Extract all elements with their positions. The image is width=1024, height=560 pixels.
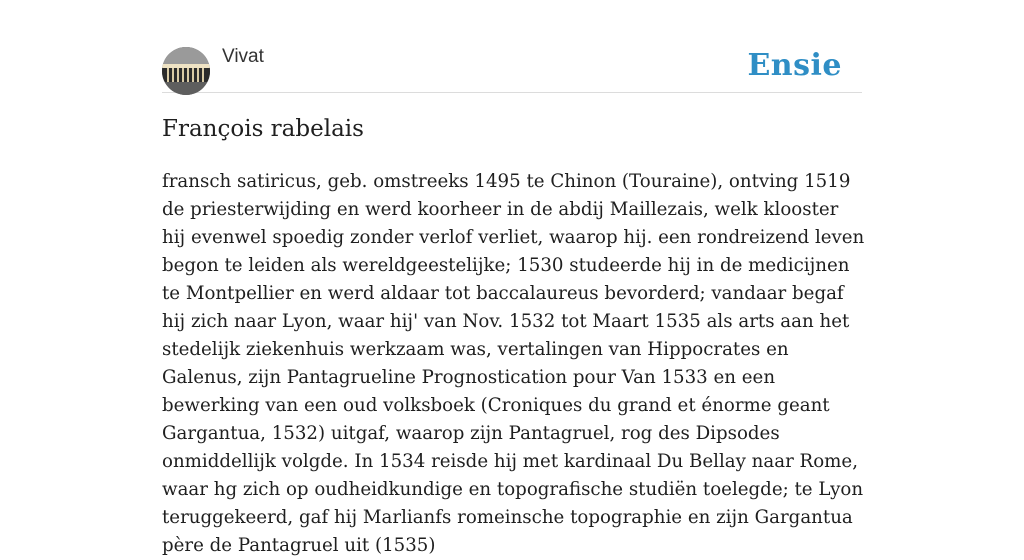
page-header <box>162 0 862 93</box>
dictionary-name[interactable]: Vivat <box>222 46 264 67</box>
brand-logo[interactable]: Ensie <box>747 48 842 83</box>
entry-title: François rabelais <box>162 116 364 142</box>
entry-text: fransch satiricus, geb. omstreeks 1495 te Chinon (Touraine), ontving 1519 de priesterwijding en werd koorheer in de abdij Maillezais, welk klooster hij evenwel spoedig zonder verlof verliet, waarop hij. een rondreizend leven begon te leiden als wereldgeestelijke; 1530 studeerde hij in de medicijnen te Montpellier en werd aldaar tot baccalaureus bevorderd; vandaar begaf hij zich naar Lyon, waar hij' van Nov. 1532 tot Maart 1535 als arts aan het stedelijk ziekenhuis werkzaam was, vertalingen van Hippocrates en Galenus, zijn Pantagrueline Prognostication pour Van 1533 en een bewerking van een oud volksboek (Croniques du grand et énorme geant Gargantua, 1532) uitgaf, waarop zijn Pantagruel, rog des Dipsodes onmiddellijk volgde. In 1534 reisde hij met kardinaal Du Bellay naar Rome, waar hg zich op oudheidkundige en topografische studiën toelegde; te Lyon teruggekeerd, gaf hij Marlianfs romeinsche topographie en zijn Gargantua père de Pantagruel uit (1535) <box>162 171 865 556</box>
dictionary-thumbnail-icon[interactable] <box>162 47 210 95</box>
